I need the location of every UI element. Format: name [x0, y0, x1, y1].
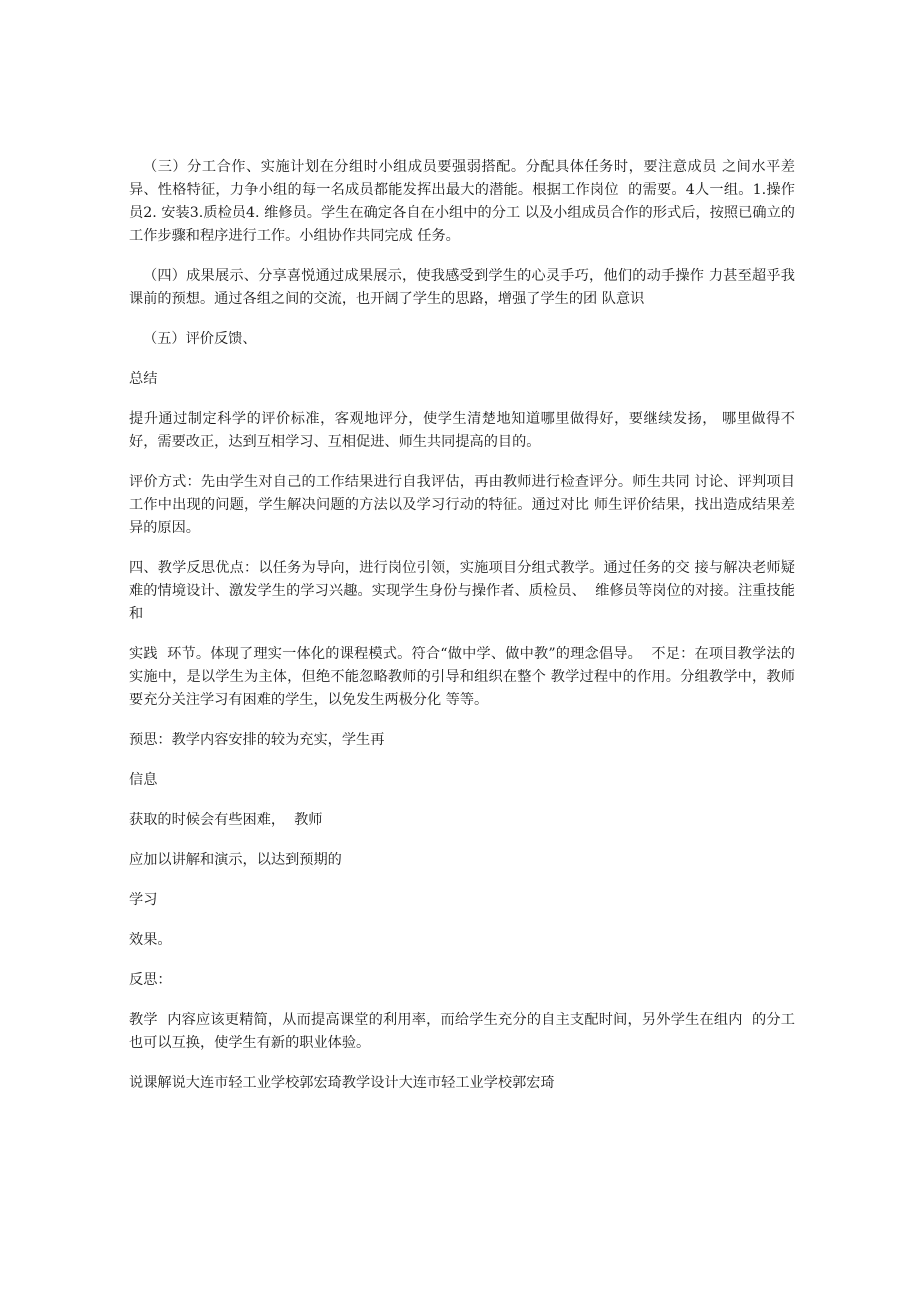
heading-reflection: 反思： — [129, 972, 172, 988]
paragraph-improvement: 提升通过制定科学的评价标准，客观地评分，使学生清楚地知道哪里做得好，要继续发扬， 哪里做得不好，需要改正，达到互相学习、互相促进、师生共同提高的目的。 — [129, 411, 795, 450]
paragraph-practice: 实践 环节。体现了理实一体化的课程模式。符合“做中学、做中教”的理念倡导。 不足：在项目教学法的实施中，是以学生为主体，但绝不能忽略教师的引导和组织在整个 教学过程中的作用。分组教学中，教师要充分关注学习有困难的学生，以免发生两极分化 等等。 — [129, 646, 795, 708]
paragraph-evaluation-method: 评价方式：先由学生对自己的工作结果进行自我评估，再由教师进行检查评分。师生共同 讨论、评判项目工作中出现的问题，学生解决问题的方法以及学习行动的特征。通过对比 师生评价结果，找出造成结果差异的原因。 — [129, 474, 795, 536]
paragraph-teaching-reflection: 四、教学反思优点：以任务为导向，进行岗位引领，实施项目分组式教学。通过任务的交 接与解决老师疑难的情境设计、激发学生的学习兴趣。实现学生身份与操作者、质检员、 维修员等岗位的对接。注重技能和 — [129, 560, 795, 622]
paragraph-division-of-labor: （三）分工合作、实施计划在分组时小组成员要强弱搭配。分配具体任务时，要注意成员 之间水平差异、性格特征，力争小组的每一名成员都能发挥出最大的潜能。根据工作岗位 的需要。4人一组。1.操作员2. 安装3.质检员4. 维修员。学生在确定各自在小组中的分工 以及小组成员合作的形式后，按照已确立的工作步骤和程序进行工作。小组协作共同完成 任务。 — [129, 159, 795, 244]
paragraph-learning: 学习 — [129, 892, 158, 908]
heading-evaluation-feedback: （五）评价反馈、 — [143, 331, 257, 347]
heading-summary: 总结 — [129, 371, 158, 387]
paragraph-results-display: （四）成果展示、分享喜悦通过成果展示，使我感受到学生的心灵手巧，他们的动手操作 力甚至超乎我课前的预想。通过各组之间的交流，也开阔了学生的思路，增强了学生的团 队意识 — [129, 268, 795, 307]
paragraph-pre-reflection: 预思：教学内容安排的较为充实，学生再 — [129, 732, 385, 748]
paragraph-explanation: 应加以讲解和演示，以达到预期的 — [129, 852, 342, 868]
paragraph-effect: 效果。 — [129, 932, 172, 948]
paragraph-information: 信息 — [129, 772, 158, 788]
paragraph-acquisition: 获取的时候会有些困难， 教师 — [129, 812, 323, 828]
paragraph-teaching-content: 教学 内容应该更精简，从而提高课堂的利用率，而给学生充分的自主支配时间，另外学生在组内 的分工也可以互换，使学生有新的职业体验。 — [129, 1012, 795, 1051]
document-page — [129, 156, 795, 1095]
paragraph-footer-title: 说课解说大连市轻工业学校郭宏琦教学设计大连市轻工业学校郭宏琦 — [129, 1075, 555, 1091]
